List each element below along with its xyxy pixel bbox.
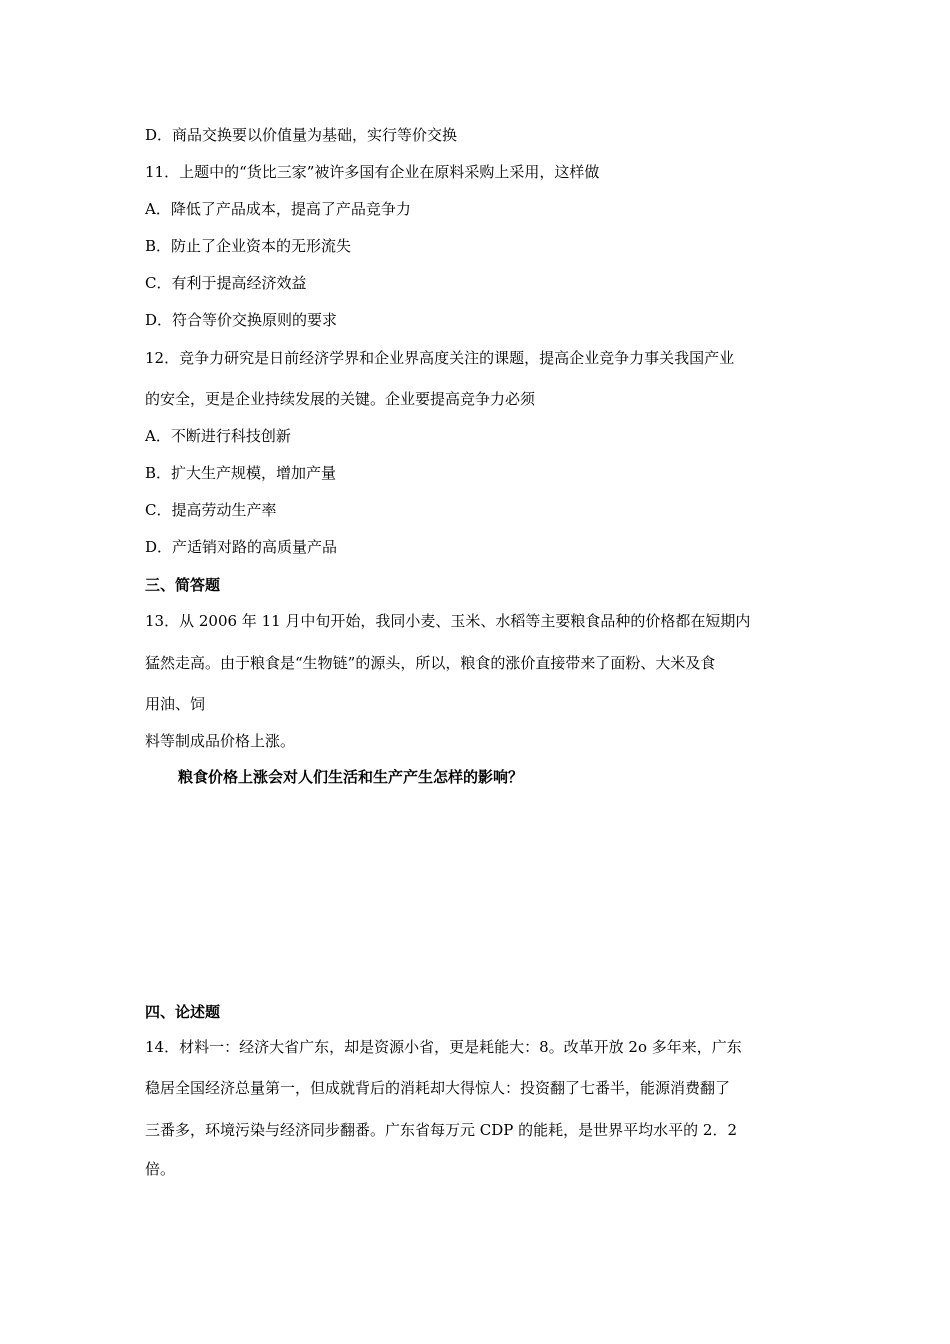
q11-option-c: C．有利于提高经济效益: [145, 274, 307, 292]
q11-option-b: B．防止了企业资本的无形流失: [145, 237, 352, 255]
q12-stem-line2: 的安全，更是企业持续发展的关键。企业要提高竞争力必须: [145, 390, 536, 408]
q12-option-c: C．提高劳动生产率: [145, 501, 277, 519]
section4-heading: 四、论述题: [145, 1003, 221, 1021]
q12-stem-line1: 12．竞争力研究是日前经济学界和企业界高度关注的课题，提高企业竞争力事关我国产业: [145, 349, 735, 367]
q12-option-b: B．扩大生产规模，增加产量: [145, 464, 337, 482]
q13-line3: 用油、饲: [145, 695, 206, 713]
q12-option-a: A．不断进行科技创新: [145, 427, 291, 445]
q13-line4: 料等制成品价格上涨。: [145, 732, 296, 750]
q14-line4: 倍。: [145, 1160, 176, 1178]
section3-heading: 三、简答题: [145, 576, 221, 594]
q11-stem: 11．上题中的“货比三家”被许多国有企业在原料采购上采用，这样做: [145, 163, 600, 181]
q14-line2: 稳居全国经济总量第一，但成就背后的消耗却大得惊人：投资翻了七番半，能源消费翻了: [145, 1079, 731, 1097]
q10-option-d: D．商品交换要以价值量为基础，实行等价交换: [145, 126, 458, 144]
q13-question: 粮食价格上涨会对人们生活和生产产生怎样的影响？: [178, 768, 524, 786]
q11-option-a: A．降低了产品成本，提高了产品竞争力: [145, 200, 411, 218]
q14-line3: 三番多，环境污染与经济同步翻番。广东省每万元 CDP 的能耗，是世界平均水平的 2．2: [145, 1121, 737, 1139]
q14-line1: 14．材料一：经济大省广东，却是资源小省，更是耗能大：8。改革开放 2o 多年来，广东: [145, 1038, 742, 1056]
q11-option-d: D．符合等价交换原则的要求: [145, 311, 338, 329]
q12-option-d: D．产适销对路的高质量产品: [145, 538, 338, 556]
q13-line1: 13．从 2006 年 11 月中旬开始，我同小麦、玉米、水稻等主要粮食品种的价格都在短期内: [145, 612, 751, 630]
q13-line2: 猛然走高。由于粮食是“生物链”的源头，所以，粮食的涨价直接带来了面粉、大米及食: [145, 654, 716, 672]
